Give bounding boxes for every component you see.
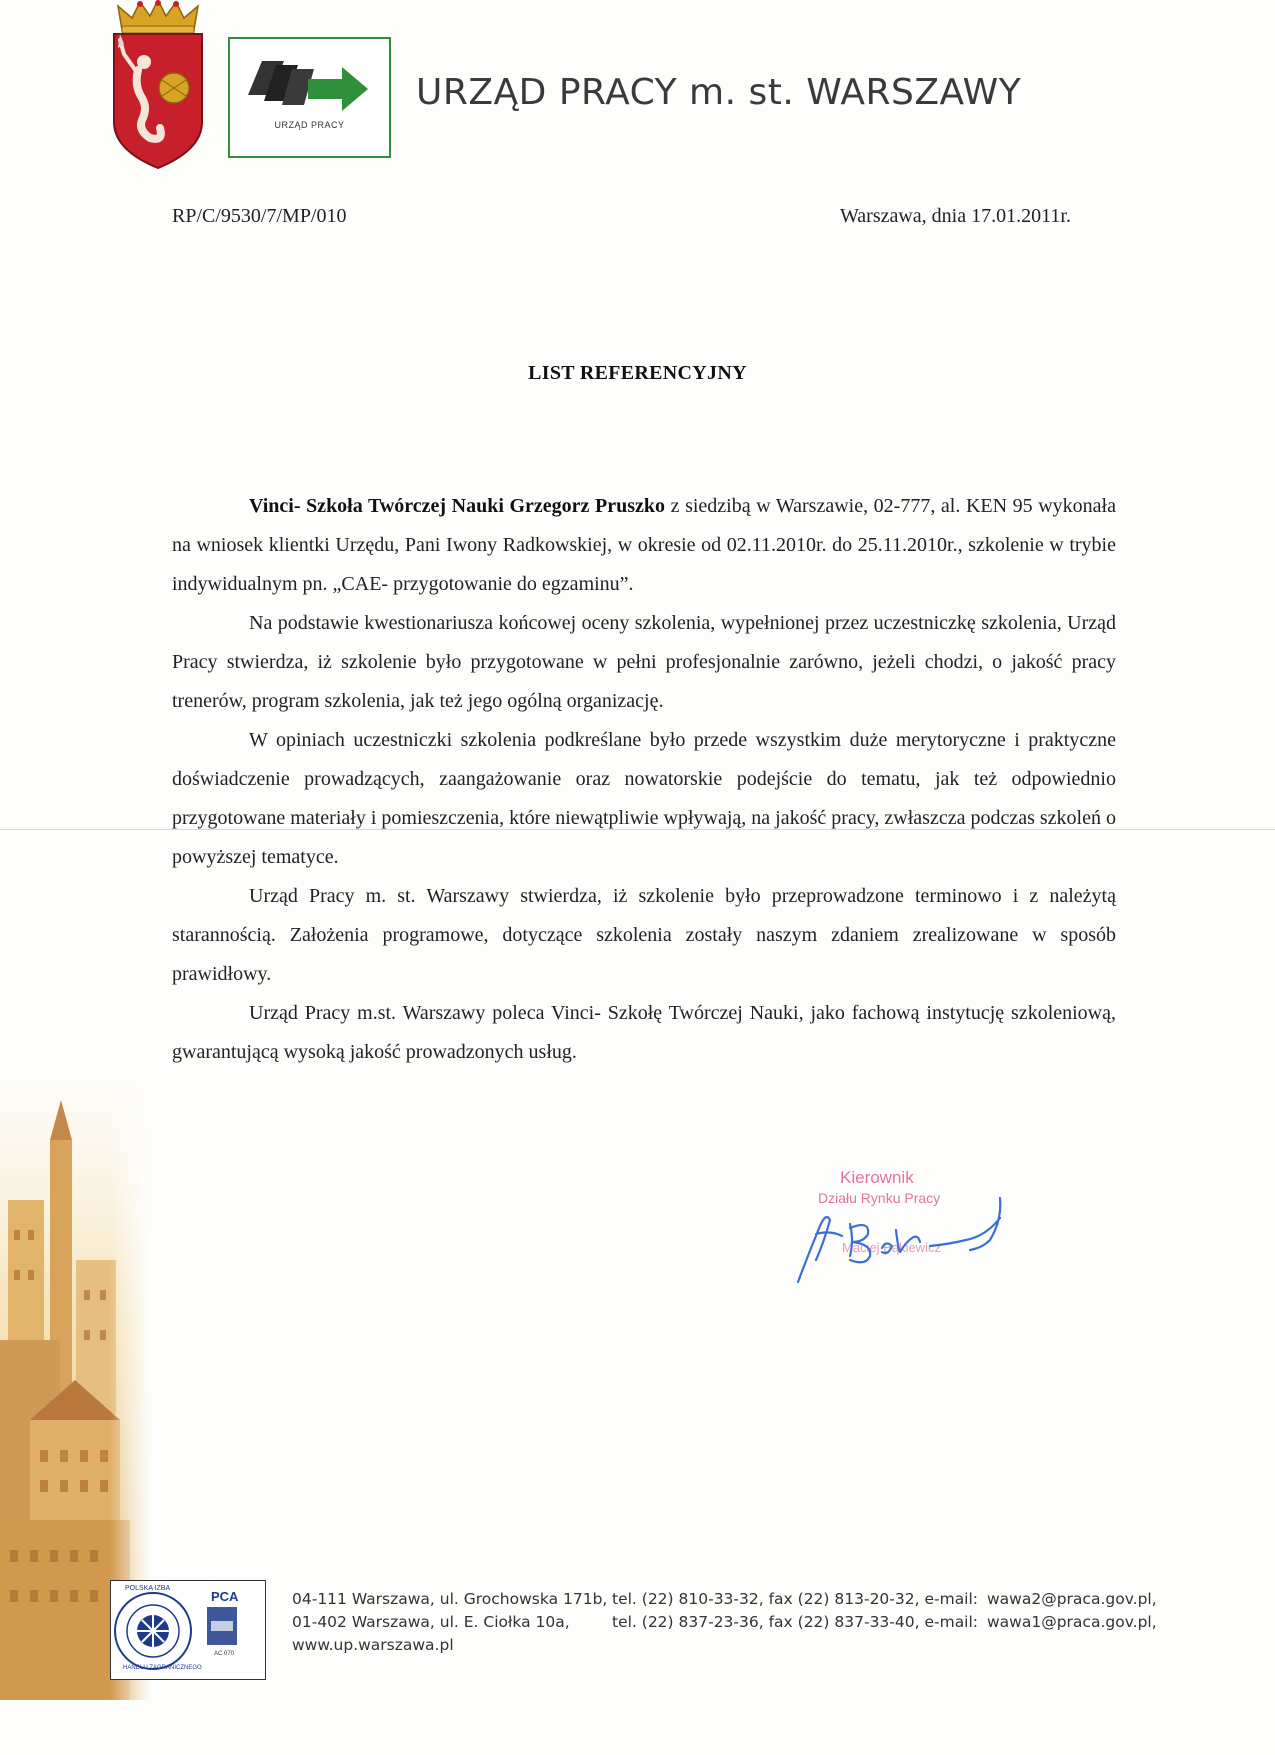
paragraph-3: W opiniach uczestniczki szkolenia podkreślane było przede wszystkim duże merytoryczne i praktyczne doświadczenie prowadzących, zaangażowanie oraz nowatorskie podejście do tematu, jak też odpowiednio przygotowane materiały i pomieszczenia, które niewątpliwie wpływają, na jakość pracy, zwłaszcza podczas szkoleń o powyższej tematyce. bbox=[172, 729, 1116, 868]
paragraph-4: Urząd Pracy m. st. Warszawy stwierdza, iż szkolenie było przeprowadzone terminowo i z należytą starannością. Założenia programowe, dotyczące szkolenia zostały naszym zdaniem zrealizowane w sposób prawidłowy. bbox=[172, 885, 1116, 985]
address-1: 04-111 Warszawa, ul. Grochowska 171b, bbox=[292, 1590, 608, 1608]
place-and-date: Warszawa, dnia 17.01.2011r. bbox=[840, 205, 1071, 227]
email-2[interactable]: wawa1@praca.gov.pl, bbox=[987, 1613, 1157, 1631]
handwritten-signature bbox=[790, 1190, 1030, 1295]
certificates-box bbox=[110, 1580, 266, 1680]
urzad-pracy-logo bbox=[228, 37, 391, 158]
chamber-seal-top-text: POLSKA IZBA bbox=[125, 1585, 171, 1592]
paragraph-5: Urząd Pracy m.st. Warszawy poleca Vinci- Szkołę Twórczej Nauki, jako fachową instytucję szkoleniową, gwarantującą wysoką jakość prowadzonych usług. bbox=[172, 1002, 1116, 1063]
stamp-person: Maciej Bąkiewicz bbox=[842, 1240, 941, 1255]
address-2: 01-402 Warszawa, ul. E. Ciołka 10a, bbox=[292, 1613, 570, 1631]
organization-name: URZĄD PRACY m. st. WARSZAWY bbox=[416, 72, 1022, 113]
letter-title: LIST REFERENCYJNY bbox=[528, 362, 747, 384]
warsaw-coat-of-arms-logo bbox=[108, 0, 208, 170]
stamp-department: Działu Rynku Pracy bbox=[818, 1190, 941, 1206]
chamber-seal-bottom-text: HANDLU ZAGRANICZNEGO bbox=[123, 1665, 202, 1671]
accreditation-number: AC 070 bbox=[214, 1651, 235, 1657]
paragraph-1 bbox=[172, 487, 1116, 604]
email-1[interactable]: wawa2@praca.gov.pl, bbox=[987, 1590, 1157, 1608]
pca-logo-label: PCA bbox=[211, 1589, 239, 1604]
paragraph-2: Na podstawie kwestionariusza końcowej oceny szkolenia, wypełnionej przez uczestniczkę szkolenia, Urząd Pracy stwierdza, iż szkolenie było przygotowane w pełni profesjonalnie zarówno, jeżeli chodzi, o jakość pracy trenerów, program szkolenia, jak też jego ogólną organizację. bbox=[172, 612, 1116, 712]
paragraph-1-text: z siedzibą w Warszawie, 02-777, al. KEN 95 wykonała na wniosek klientki Urzędu, Pani Iwony Radkowskiej, w okresie od 02.11.2010r. do 25.11.2010r., szkolenie w trybie indywidualnym pn. „CAE- przygotowanie do egzaminu”. bbox=[172, 495, 1116, 595]
logo-caption: URZĄD PRACY bbox=[274, 120, 345, 130]
letter-body bbox=[172, 487, 1116, 1072]
website-link[interactable]: www.up.warszawa.pl bbox=[292, 1636, 454, 1654]
company-name: Vinci- Szkoła Twórczej Nauki Grzegorz Pruszko bbox=[249, 495, 666, 517]
phones-1: tel. (22) 810-33-32, fax (22) 813-20-32, e-mail: bbox=[612, 1590, 979, 1608]
reference-number: RP/C/9530/7/MP/010 bbox=[172, 205, 347, 227]
stamp-title: Kierownik bbox=[840, 1168, 914, 1187]
phones-2: tel. (22) 837-23-36, fax (22) 837-33-40, e-mail: bbox=[612, 1613, 979, 1631]
